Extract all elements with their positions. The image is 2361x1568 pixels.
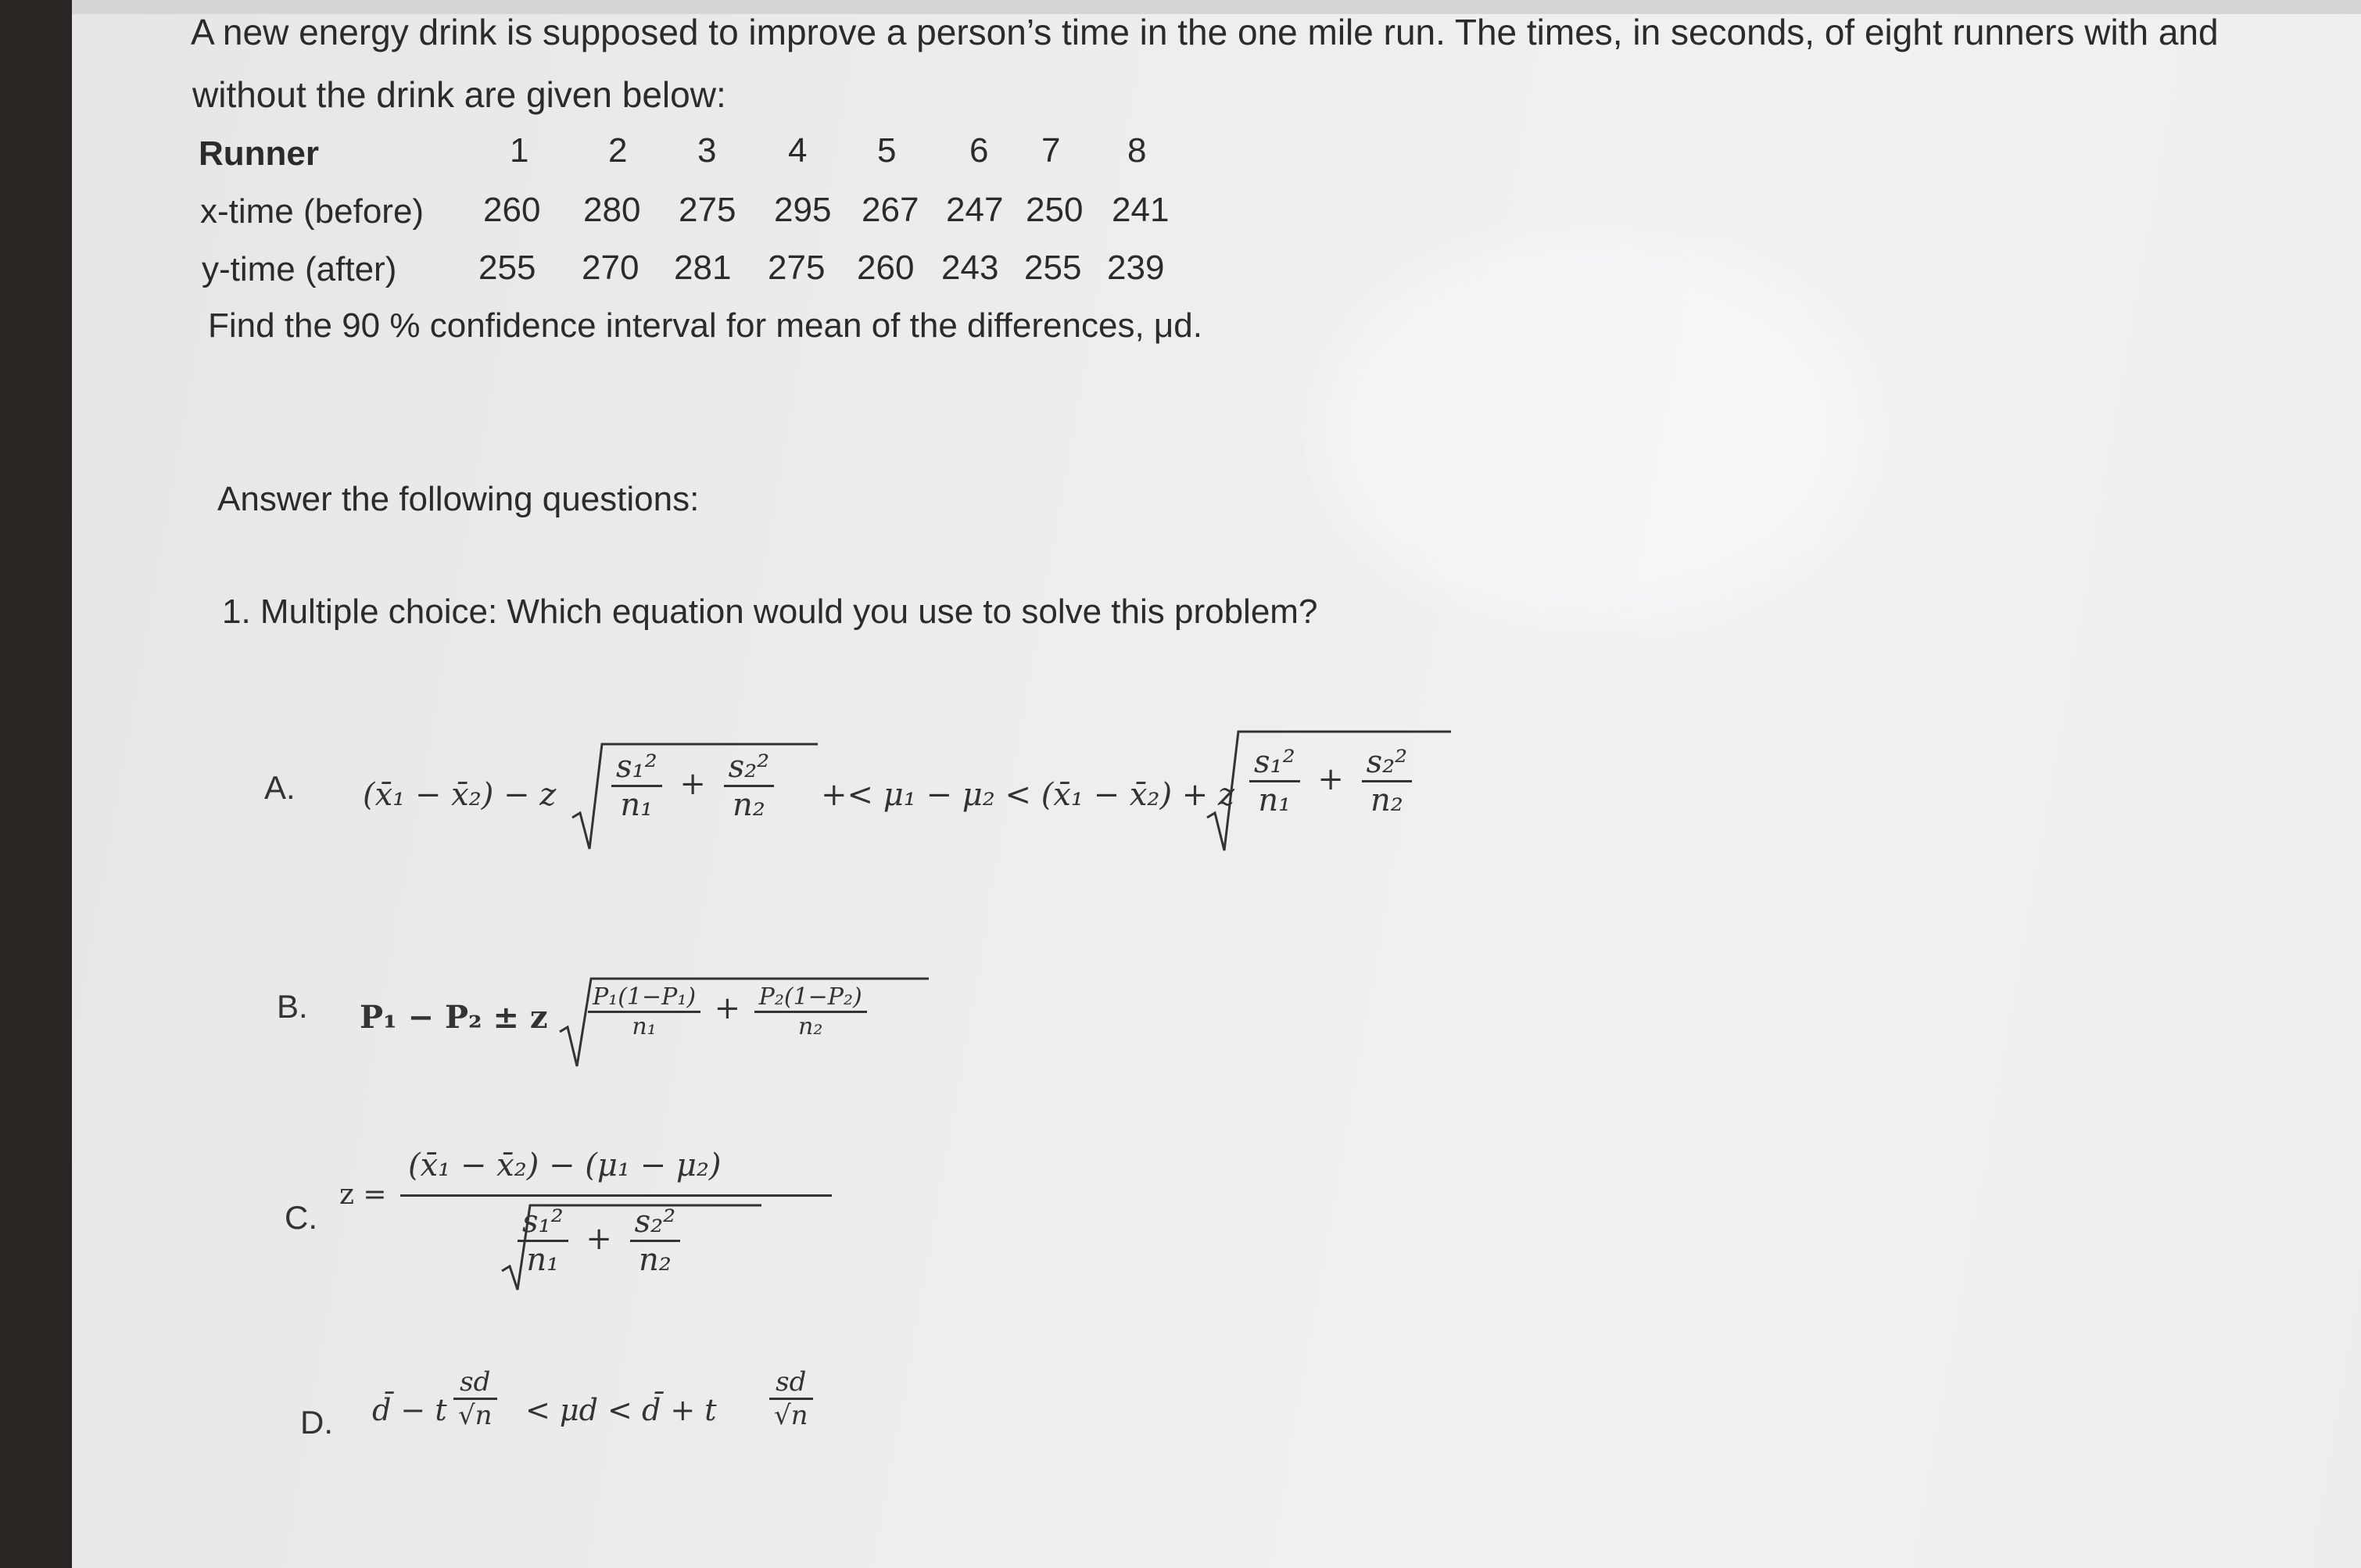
frac-num: s₂² — [630, 1204, 681, 1242]
plus-sign: + — [1317, 761, 1344, 797]
runner-header: Runner — [199, 134, 319, 173]
x-time-value: 295 — [774, 191, 832, 229]
y-time-value: 270 — [582, 249, 640, 287]
option-b-label: B. — [277, 988, 308, 1025]
y-time-value: 281 — [674, 249, 732, 287]
frac-num: s₁² — [611, 749, 662, 787]
screen — [72, 0, 2361, 1568]
option-a-frac-1 — [611, 749, 774, 823]
runner-number: 2 — [608, 131, 628, 170]
frac-den: n₂ — [732, 787, 765, 823]
option-a-left-term: (x̄₁ − x̄₂) − z — [363, 777, 557, 813]
y-time-value: 239 — [1107, 249, 1165, 287]
option-a-middle-term: +< μ₁ − μ₂ < (x̄₁ − x̄₂) + z — [821, 777, 1235, 813]
runner-number: 4 — [788, 131, 808, 170]
y-time-value: 275 — [768, 249, 826, 287]
option-d-left-term: d̄ − t — [372, 1393, 447, 1427]
x-time-value: 280 — [583, 191, 641, 229]
runner-number: 3 — [697, 131, 717, 170]
runner-number: 5 — [877, 131, 897, 170]
frac-den: √n — [774, 1400, 808, 1431]
option-a-frac-2 — [1249, 744, 1412, 818]
y-time-value: 255 — [478, 249, 536, 287]
frac-den: n₂ — [798, 1013, 823, 1040]
frac-den: n₁ — [632, 1013, 657, 1040]
runner-number: 1 — [510, 131, 529, 170]
frac-num: s₁² — [518, 1204, 568, 1242]
x-time-value: 250 — [1026, 191, 1084, 229]
option-d-frac-1 — [453, 1366, 497, 1431]
option-b-left-term: P₁ − P₂ ± z — [360, 999, 548, 1036]
option-c-z: z = — [339, 1179, 387, 1211]
y-time-value: 260 — [857, 249, 915, 287]
x-time-value: 241 — [1112, 191, 1170, 229]
option-c-fracs — [518, 1204, 680, 1278]
runner-number: 7 — [1041, 131, 1061, 170]
frac-num: s₂² — [1362, 744, 1413, 782]
option-b-fracs — [588, 983, 867, 1040]
frac-den: n₁ — [526, 1242, 560, 1278]
x-time-value: 267 — [862, 191, 919, 229]
plus-sign: + — [714, 990, 741, 1026]
x-time-value: 247 — [946, 191, 1004, 229]
option-d-frac-2 — [769, 1366, 813, 1431]
frac-num: sd — [453, 1366, 497, 1400]
y-time-label: y-time (after) — [202, 250, 397, 288]
option-a-label: A. — [264, 769, 296, 806]
frac-den: n₂ — [1370, 782, 1403, 818]
problem-line-2: without the drink are given below: — [192, 74, 726, 115]
x-time-value: 275 — [679, 191, 736, 229]
frac-num: s₂² — [724, 749, 775, 787]
x-time-label: x-time (before) — [200, 192, 425, 231]
answer-heading: Answer the following questions: — [217, 480, 700, 518]
runner-number: 8 — [1127, 131, 1147, 170]
frac-num: P₂(1−P₂) — [754, 983, 867, 1013]
runner-number: 6 — [969, 131, 989, 170]
option-d-label: D. — [300, 1404, 333, 1441]
x-time-value: 260 — [483, 191, 541, 229]
frac-den: n₂ — [638, 1242, 672, 1278]
frac-den: n₁ — [1258, 782, 1292, 818]
option-c-label: C. — [285, 1199, 317, 1236]
frac-den: n₁ — [620, 787, 654, 823]
problem-line-1: A new energy drink is supposed to improve a person’s time in the one mile run. The times, in seconds, of eight runners with and — [191, 12, 2219, 52]
screen-glare — [1323, 234, 1870, 625]
y-time-value: 243 — [941, 249, 999, 287]
option-c-fraction-bar — [400, 1194, 832, 1197]
option-c-numerator: (x̄₁ − x̄₂) − (μ₁ − μ₂) — [408, 1147, 722, 1183]
option-d-middle-term: < μd < d̄ + t — [525, 1393, 717, 1427]
plus-sign: + — [679, 765, 706, 802]
frac-num: P₁(1−P₁) — [588, 983, 700, 1013]
frac-num: s₁² — [1249, 744, 1300, 782]
frac-num: sd — [769, 1366, 813, 1400]
y-time-value: 255 — [1024, 249, 1082, 287]
find-instruction: Find the 90 % confidence interval for mean of the differences, μd. — [208, 306, 1202, 345]
plus-sign: + — [586, 1220, 612, 1257]
question-1: 1. Multiple choice: Which equation would you use to solve this problem? — [222, 592, 1318, 631]
frac-den: √n — [458, 1400, 493, 1431]
